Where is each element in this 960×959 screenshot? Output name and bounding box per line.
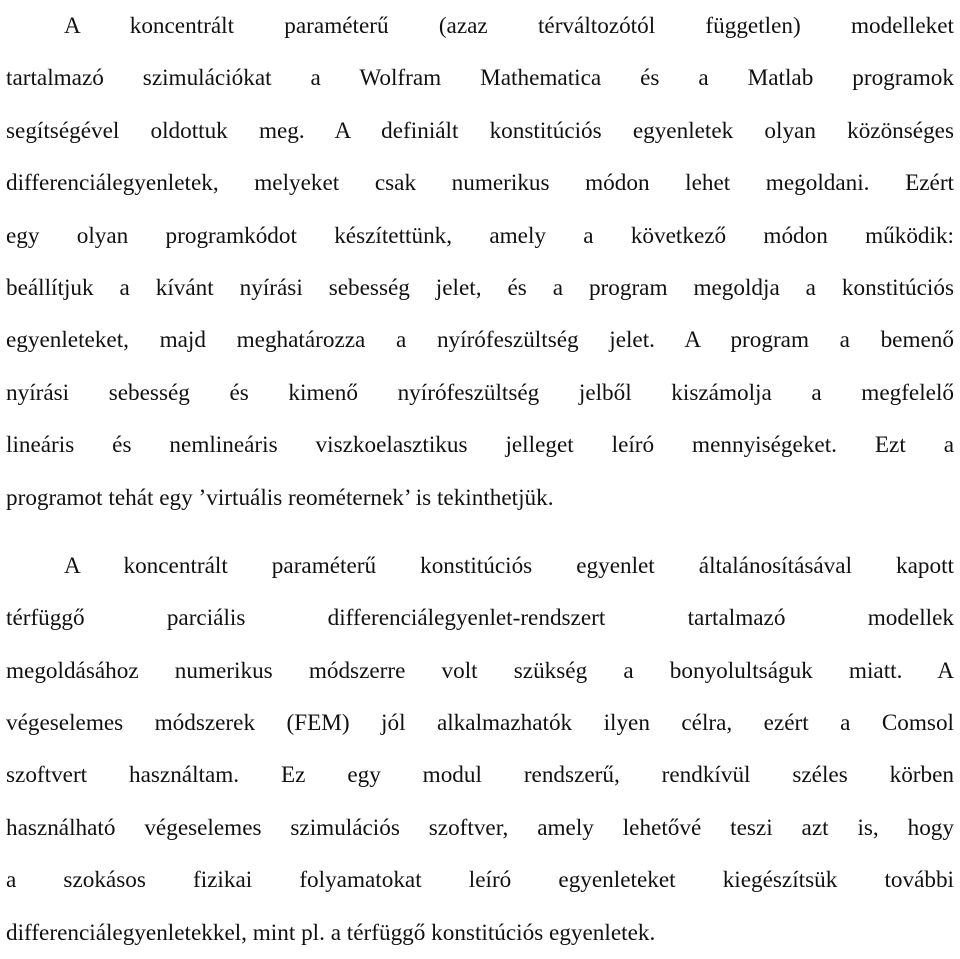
text-line: egy olyan programkódot készítettünk, amely a következő módon működik:: [6, 222, 954, 249]
text-line: használható végeselemes szimulációs szoftver, amely lehetővé teszi azt is, hogy: [6, 814, 954, 841]
text-line: beállítjuk a kívánt nyírási sebesség jelet, és a program megoldja a konstitúciós: [6, 274, 954, 301]
text-line: végeselemes módszerek (FEM) jól alkalmazhatók ilyen célra, ezért a Comsol: [6, 710, 954, 737]
text-line: programot tehát egy ’virtuális reométernek’ is tekinthetjük.: [6, 484, 554, 511]
text-line: A koncentrált paraméterű konstitúciós egyenlet általánosításával kapott: [64, 552, 954, 579]
document-page: [6, 0, 954, 959]
text-line: differenciálegyenletekkel, mint pl. a térfüggő konstitúciós egyenletek.: [6, 919, 656, 946]
text-line: differenciálegyenletek, melyeket csak numerikus módon lehet megoldani. Ezért: [6, 170, 954, 197]
text-line: szoftvert használtam. Ez egy modul rendszerű, rendkívül széles körben: [6, 762, 954, 789]
text-line: tartalmazó szimulációkat a Wolfram Mathematica és a Matlab programok: [6, 65, 954, 92]
text-line: egyenleteket, majd meghatározza a nyírófeszültség jelet. A program a bemenő: [6, 327, 954, 354]
text-line: térfüggő parciális differenciálegyenlet-rendszert tartalmazó modellek: [6, 605, 954, 632]
text-line: a szokásos fizikai folyamatokat leíró egyenleteket kiegészítsük további: [6, 867, 954, 894]
text-line: lineáris és nemlineáris viszkoelasztikus jelleget leíró mennyiségeket. Ezt a: [6, 432, 954, 459]
paragraph-2: [6, 540, 954, 959]
text-line: nyírási sebesség és kimenő nyírófeszültség jelből kiszámolja a megfelelő: [6, 379, 954, 406]
paragraph-gap: [6, 524, 954, 540]
text-line: A koncentrált paraméterű (azaz térváltozótól független) modelleket: [64, 13, 954, 39]
text-line: megoldásához numerikus módszerre volt szükség a bonyolultságuk miatt. A: [6, 657, 954, 684]
text-line: segítségével oldottuk meg. A definiált konstitúciós egyenletek olyan közönséges: [6, 117, 954, 144]
paragraph-1: [6, 0, 954, 524]
